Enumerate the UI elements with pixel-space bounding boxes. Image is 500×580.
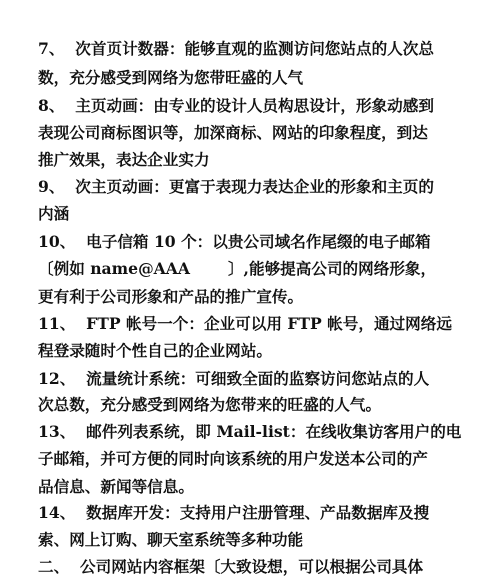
text-line: 内涵 [38,204,70,223]
text-line: 表现公司商标图识等，加深商标、网站的印象程度，到达 [38,123,428,142]
text-line: 〔例如 name@AAA 〕,能够提高公司的网络形象， [38,259,437,278]
text-line: 程登录随时个性自己的企业网站。 [38,341,272,360]
text-line: 索、网上订购、聊天室系统等多种功能 [38,530,304,549]
text-line: 8、 主页动画：由专业的设计人员构思设计，形象动感到 [38,96,434,115]
text-line: 14、 数据库开发：支持用户注册管理、产品数据库及搜 [38,503,430,522]
text-line: 12、 流量统计系统：可细致全面的监察访问您站点的人 [38,369,430,388]
text-line: 数，充分感受到网络为您带旺盛的人气 [38,68,304,87]
text-line: 子邮箱，并可方便的同时向该系统的用户发送本公司的产 [38,449,428,468]
text-line: 7、 次首页计数器：能够直观的监测访问您站点的人次总 [38,39,434,58]
text-line: 品信息、新闻等信息。 [38,477,194,496]
text-line: 13、 邮件列表系统，即 Mail-list：在线收集访客用户的电 [38,422,462,441]
text-line: 9、 次主页动画：更富于表现力表达企业的形象和主页的 [38,177,434,196]
text-line: 推广效果，表达企业实力 [38,150,210,169]
text-line: 10、 电子信箱 10 个：以贵公司域名作尾缀的电子邮箱 [38,232,431,251]
text-line: 二、 公司网站内容框架〔大致设想，可以根据公司具体 [38,557,424,576]
text-line: 更有利于公司形象和产品的推广宣传。 [38,287,304,306]
text-line: 次总数，充分感受到网络为您带来的旺盛的人气。 [38,395,382,414]
text-line: 11、 FTP 帐号一个：企业可以用 FTP 帐号，通过网络远 [38,314,452,333]
